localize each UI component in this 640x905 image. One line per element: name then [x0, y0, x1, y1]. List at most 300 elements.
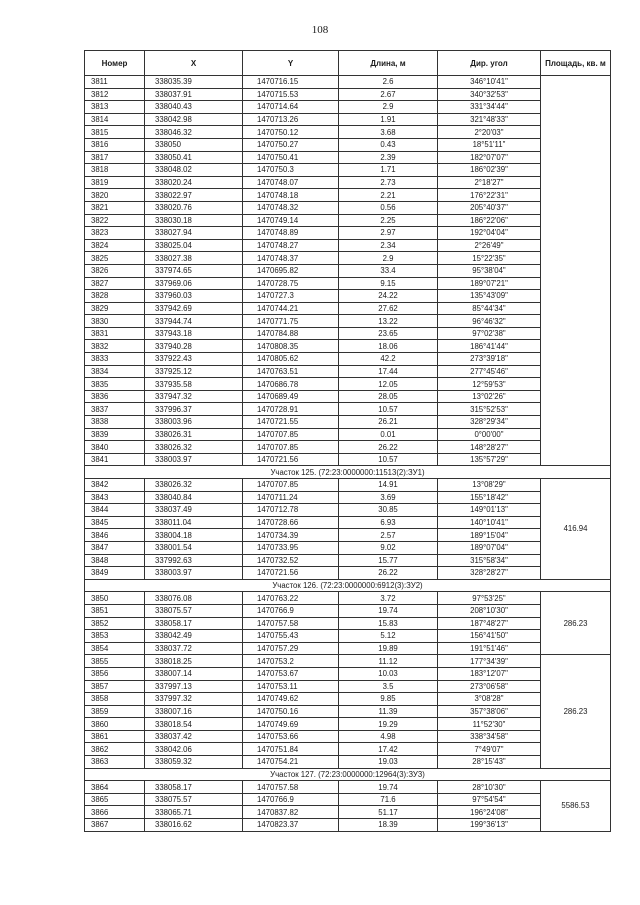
- y-coordinate: 1470755.43: [243, 630, 339, 643]
- y-coordinate: 1470757.58: [243, 617, 339, 630]
- point-number: 3843: [85, 491, 145, 504]
- y-coordinate: 1470808.35: [243, 340, 339, 353]
- length-value: 71.6: [339, 793, 438, 806]
- y-coordinate: 1470750.16: [243, 705, 339, 718]
- x-coordinate: 338035.39: [145, 76, 243, 89]
- area-empty-cell: [541, 76, 611, 89]
- angle-value: 189°15'04": [438, 529, 541, 542]
- header-y: Y: [243, 51, 339, 76]
- x-coordinate: 338027.38: [145, 252, 243, 265]
- length-value: 15.77: [339, 554, 438, 567]
- table-row: [85, 453, 611, 466]
- area-empty-cell: [541, 138, 611, 151]
- x-coordinate: 337960.03: [145, 290, 243, 303]
- point-number: 3854: [85, 642, 145, 655]
- table-row: [85, 113, 611, 126]
- point-number: 3850: [85, 592, 145, 605]
- header-x: X: [145, 51, 243, 76]
- x-coordinate: 338037.72: [145, 642, 243, 655]
- length-value: 2.97: [339, 227, 438, 240]
- table-row: [85, 479, 611, 492]
- point-number: 3835: [85, 378, 145, 391]
- point-number: 3866: [85, 806, 145, 819]
- length-value: 3.5: [339, 680, 438, 693]
- angle-value: 135°43'09": [438, 290, 541, 303]
- table-row: [85, 101, 611, 114]
- area-empty-cell: [541, 315, 611, 328]
- table-row: [85, 491, 611, 504]
- length-value: 10.57: [339, 453, 438, 466]
- angle-value: 331°34'44": [438, 101, 541, 114]
- x-coordinate: 337922.43: [145, 353, 243, 366]
- x-coordinate: 337996.37: [145, 403, 243, 416]
- x-coordinate: 338075.57: [145, 604, 243, 617]
- y-coordinate: 1470695.82: [243, 264, 339, 277]
- y-coordinate: 1470753.66: [243, 730, 339, 743]
- angle-value: 97°02'38": [438, 327, 541, 340]
- x-coordinate: 337942.69: [145, 302, 243, 315]
- angle-value: 186°41'44": [438, 340, 541, 353]
- y-coordinate: 1470716.15: [243, 76, 339, 89]
- table-row: [85, 604, 611, 617]
- length-value: 2.6: [339, 76, 438, 89]
- y-coordinate: 1470689.49: [243, 390, 339, 403]
- length-value: 4.98: [339, 730, 438, 743]
- angle-value: 277°45'46": [438, 365, 541, 378]
- point-number: 3861: [85, 730, 145, 743]
- x-coordinate: 338030.18: [145, 214, 243, 227]
- length-value: 14.91: [339, 479, 438, 492]
- area-empty-cell: [541, 264, 611, 277]
- section-title: Участок 126. (72:23:0000000:6912(3):ЗУ2): [85, 579, 611, 592]
- table-row: [85, 541, 611, 554]
- area-empty-cell: [541, 214, 611, 227]
- section-header-row: [85, 466, 611, 479]
- x-coordinate: 338007.16: [145, 705, 243, 718]
- x-coordinate: 338076.08: [145, 592, 243, 605]
- area-empty-cell: [541, 126, 611, 139]
- section-title: Участок 127. (72:23:0000000:12964(3):ЗУ3): [85, 768, 611, 781]
- point-number: 3819: [85, 176, 145, 189]
- table-row: [85, 592, 611, 605]
- area-empty-cell: [541, 340, 611, 353]
- table-row: [85, 756, 611, 769]
- area-empty-cell: [541, 189, 611, 202]
- angle-value: 97°53'25": [438, 592, 541, 605]
- y-coordinate: 1470748.37: [243, 252, 339, 265]
- table-row: [85, 630, 611, 643]
- length-value: 2.57: [339, 529, 438, 542]
- y-coordinate: 1470721.56: [243, 567, 339, 580]
- area-value: 286.23: [541, 592, 611, 655]
- table-row: [85, 76, 611, 89]
- table-row: [85, 277, 611, 290]
- point-number: 3832: [85, 340, 145, 353]
- table-row: [85, 680, 611, 693]
- table-row: [85, 416, 611, 429]
- y-coordinate: 1470721.55: [243, 416, 339, 429]
- length-value: 2.67: [339, 88, 438, 101]
- table-row: [85, 390, 611, 403]
- x-coordinate: 338004.18: [145, 529, 243, 542]
- length-value: 19.03: [339, 756, 438, 769]
- x-coordinate: 338026.31: [145, 428, 243, 441]
- table-row: [85, 378, 611, 391]
- length-value: 30.85: [339, 504, 438, 517]
- point-number: 3814: [85, 113, 145, 126]
- point-number: 3855: [85, 655, 145, 668]
- point-number: 3847: [85, 541, 145, 554]
- point-number: 3840: [85, 441, 145, 454]
- y-coordinate: 1470711.24: [243, 491, 339, 504]
- length-value: 1.91: [339, 113, 438, 126]
- y-coordinate: 1470728.91: [243, 403, 339, 416]
- x-coordinate: 338059.32: [145, 756, 243, 769]
- area-empty-cell: [541, 302, 611, 315]
- point-number: 3811: [85, 76, 145, 89]
- length-value: 26.21: [339, 416, 438, 429]
- angle-value: 2°18'27": [438, 176, 541, 189]
- point-number: 3836: [85, 390, 145, 403]
- length-value: 9.02: [339, 541, 438, 554]
- x-coordinate: 338003.97: [145, 453, 243, 466]
- y-coordinate: 1470748.27: [243, 239, 339, 252]
- x-coordinate: 338040.43: [145, 101, 243, 114]
- table-row: [85, 365, 611, 378]
- area-empty-cell: [541, 176, 611, 189]
- angle-value: 2°20'03": [438, 126, 541, 139]
- table-row: [85, 504, 611, 517]
- point-number: 3812: [85, 88, 145, 101]
- table-row: [85, 642, 611, 655]
- x-coordinate: 337997.32: [145, 693, 243, 706]
- x-coordinate: 338018.54: [145, 718, 243, 731]
- length-value: 19.74: [339, 604, 438, 617]
- length-value: 18.39: [339, 819, 438, 832]
- length-value: 10.57: [339, 403, 438, 416]
- length-value: 11.39: [339, 705, 438, 718]
- length-value: 2.39: [339, 151, 438, 164]
- y-coordinate: 1470823.37: [243, 819, 339, 832]
- table-body: [85, 76, 611, 832]
- point-number: 3831: [85, 327, 145, 340]
- angle-value: 177°34'39": [438, 655, 541, 668]
- table-row: [85, 743, 611, 756]
- length-value: 26.22: [339, 441, 438, 454]
- y-coordinate: 1470748.07: [243, 176, 339, 189]
- area-empty-cell: [541, 390, 611, 403]
- y-coordinate: 1470766.9: [243, 604, 339, 617]
- point-number: 3834: [85, 365, 145, 378]
- point-number: 3863: [85, 756, 145, 769]
- y-coordinate: 1470837.82: [243, 806, 339, 819]
- angle-value: 155°18'42": [438, 491, 541, 504]
- point-number: 3838: [85, 416, 145, 429]
- y-coordinate: 1470728.75: [243, 277, 339, 290]
- coordinates-table: [84, 50, 611, 832]
- y-coordinate: 1470749.14: [243, 214, 339, 227]
- angle-value: 12°59'53": [438, 378, 541, 391]
- length-value: 51.17: [339, 806, 438, 819]
- point-number: 3816: [85, 138, 145, 151]
- table-row: [85, 529, 611, 542]
- angle-value: 2°26'49": [438, 239, 541, 252]
- x-coordinate: 338026.32: [145, 441, 243, 454]
- angle-value: 340°32'53": [438, 88, 541, 101]
- angle-value: 13°02'26": [438, 390, 541, 403]
- length-value: 17.42: [339, 743, 438, 756]
- area-empty-cell: [541, 88, 611, 101]
- x-coordinate: 338022.97: [145, 189, 243, 202]
- point-number: 3822: [85, 214, 145, 227]
- point-number: 3839: [85, 428, 145, 441]
- x-coordinate: 338050: [145, 138, 243, 151]
- point-number: 3860: [85, 718, 145, 731]
- point-number: 3842: [85, 479, 145, 492]
- point-number: 3820: [85, 189, 145, 202]
- point-number: 3852: [85, 617, 145, 630]
- y-coordinate: 1470721.56: [243, 453, 339, 466]
- y-coordinate: 1470753.67: [243, 667, 339, 680]
- x-coordinate: 338037.49: [145, 504, 243, 517]
- x-coordinate: 338042.49: [145, 630, 243, 643]
- point-number: 3826: [85, 264, 145, 277]
- x-coordinate: 338048.02: [145, 164, 243, 177]
- point-number: 3857: [85, 680, 145, 693]
- area-value: 5586.53: [541, 781, 611, 831]
- table-row: [85, 428, 611, 441]
- table-row: [85, 264, 611, 277]
- length-value: 2.73: [339, 176, 438, 189]
- point-number: 3818: [85, 164, 145, 177]
- angle-value: 273°06'58": [438, 680, 541, 693]
- y-coordinate: 1470753.11: [243, 680, 339, 693]
- point-number: 3815: [85, 126, 145, 139]
- y-coordinate: 1470763.22: [243, 592, 339, 605]
- x-coordinate: 337974.65: [145, 264, 243, 277]
- angle-value: 273°39'18": [438, 353, 541, 366]
- angle-value: 208°10'30": [438, 604, 541, 617]
- length-value: 0.56: [339, 201, 438, 214]
- table-row: [85, 138, 611, 151]
- point-number: 3845: [85, 516, 145, 529]
- x-coordinate: 338050.41: [145, 151, 243, 164]
- table-row: [85, 793, 611, 806]
- angle-value: 148°28'27": [438, 441, 541, 454]
- point-number: 3844: [85, 504, 145, 517]
- x-coordinate: 337969.06: [145, 277, 243, 290]
- x-coordinate: 338016.62: [145, 819, 243, 832]
- header-length: Длина, м: [339, 51, 438, 76]
- angle-value: 199°36'13": [438, 819, 541, 832]
- length-value: 2.9: [339, 101, 438, 114]
- y-coordinate: 1470733.95: [243, 541, 339, 554]
- length-value: 42.2: [339, 353, 438, 366]
- point-number: 3817: [85, 151, 145, 164]
- x-coordinate: 338020.76: [145, 201, 243, 214]
- angle-value: 0°00'00": [438, 428, 541, 441]
- table-row: [85, 164, 611, 177]
- table-row: [85, 567, 611, 580]
- x-coordinate: 338001.54: [145, 541, 243, 554]
- point-number: 3829: [85, 302, 145, 315]
- angle-value: 183°12'07": [438, 667, 541, 680]
- x-coordinate: 338037.91: [145, 88, 243, 101]
- area-value: 286.23: [541, 655, 611, 768]
- table-row: [85, 693, 611, 706]
- area-value: 416.94: [541, 479, 611, 580]
- point-number: 3867: [85, 819, 145, 832]
- page-number: 108: [311, 24, 329, 36]
- table-row: [85, 667, 611, 680]
- angle-value: 149°01'13": [438, 504, 541, 517]
- table-row: [85, 239, 611, 252]
- length-value: 13.22: [339, 315, 438, 328]
- x-coordinate: 338026.32: [145, 479, 243, 492]
- angle-value: 96°46'32": [438, 315, 541, 328]
- point-number: 3833: [85, 353, 145, 366]
- area-empty-cell: [541, 227, 611, 240]
- length-value: 17.44: [339, 365, 438, 378]
- angle-value: 357°38'06": [438, 705, 541, 718]
- y-coordinate: 1470749.69: [243, 718, 339, 731]
- y-coordinate: 1470751.84: [243, 743, 339, 756]
- table-row: [85, 781, 611, 794]
- length-value: 2.21: [339, 189, 438, 202]
- table-row: [85, 340, 611, 353]
- x-coordinate: 337925.12: [145, 365, 243, 378]
- length-value: 0.43: [339, 138, 438, 151]
- point-number: 3848: [85, 554, 145, 567]
- x-coordinate: 338075.57: [145, 793, 243, 806]
- table-row: [85, 201, 611, 214]
- angle-value: 328°28'27": [438, 567, 541, 580]
- y-coordinate: 1470727.3: [243, 290, 339, 303]
- angle-value: 85°44'34": [438, 302, 541, 315]
- area-empty-cell: [541, 277, 611, 290]
- angle-value: 28°10'30": [438, 781, 541, 794]
- y-coordinate: 1470748.32: [243, 201, 339, 214]
- length-value: 28.05: [339, 390, 438, 403]
- y-coordinate: 1470750.12: [243, 126, 339, 139]
- y-coordinate: 1470713.26: [243, 113, 339, 126]
- angle-value: 140°10'41": [438, 516, 541, 529]
- length-value: 10.03: [339, 667, 438, 680]
- angle-value: 315°58'34": [438, 554, 541, 567]
- angle-value: 196°24'08": [438, 806, 541, 819]
- angle-value: 205°40'37": [438, 201, 541, 214]
- x-coordinate: 338025.04: [145, 239, 243, 252]
- x-coordinate: 337944.74: [145, 315, 243, 328]
- length-value: 9.85: [339, 693, 438, 706]
- length-value: 11.12: [339, 655, 438, 668]
- point-number: 3821: [85, 201, 145, 214]
- section-header-row: [85, 768, 611, 781]
- point-number: 3828: [85, 290, 145, 303]
- y-coordinate: 1470784.88: [243, 327, 339, 340]
- angle-value: 176°22'31": [438, 189, 541, 202]
- area-empty-cell: [541, 164, 611, 177]
- table-row: [85, 88, 611, 101]
- angle-value: 28°15'43": [438, 756, 541, 769]
- header-area: Площадь, кв. м: [541, 51, 611, 76]
- angle-value: 189°07'04": [438, 541, 541, 554]
- y-coordinate: 1470753.2: [243, 655, 339, 668]
- length-value: 19.29: [339, 718, 438, 731]
- area-empty-cell: [541, 441, 611, 454]
- x-coordinate: 338003.97: [145, 567, 243, 580]
- y-coordinate: 1470750.41: [243, 151, 339, 164]
- table-row: [85, 290, 611, 303]
- y-coordinate: 1470766.9: [243, 793, 339, 806]
- length-value: 9.15: [339, 277, 438, 290]
- point-number: 3862: [85, 743, 145, 756]
- y-coordinate: 1470714.64: [243, 101, 339, 114]
- table-row: [85, 554, 611, 567]
- length-value: 5.12: [339, 630, 438, 643]
- x-coordinate: 338011.04: [145, 516, 243, 529]
- angle-value: 192°04'04": [438, 227, 541, 240]
- length-value: 2.9: [339, 252, 438, 265]
- angle-value: 18°51'11": [438, 138, 541, 151]
- angle-value: 346°10'41": [438, 76, 541, 89]
- y-coordinate: 1470728.66: [243, 516, 339, 529]
- point-number: 3865: [85, 793, 145, 806]
- area-empty-cell: [541, 290, 611, 303]
- angle-value: 321°48'33": [438, 113, 541, 126]
- y-coordinate: 1470771.75: [243, 315, 339, 328]
- table-row: [85, 516, 611, 529]
- angle-value: 97°54'54": [438, 793, 541, 806]
- y-coordinate: 1470707.85: [243, 441, 339, 454]
- x-coordinate: 338007.14: [145, 667, 243, 680]
- length-value: 33.4: [339, 264, 438, 277]
- angle-value: 328°29'34": [438, 416, 541, 429]
- angle-value: 13°08'29": [438, 479, 541, 492]
- x-coordinate: 338058.17: [145, 781, 243, 794]
- point-number: 3827: [85, 277, 145, 290]
- point-number: 3825: [85, 252, 145, 265]
- point-number: 3830: [85, 315, 145, 328]
- angle-value: 315°52'53": [438, 403, 541, 416]
- table-row: [85, 327, 611, 340]
- table-row: [85, 252, 611, 265]
- y-coordinate: 1470707.85: [243, 479, 339, 492]
- table-row: [85, 730, 611, 743]
- header-angle: Дир. угол: [438, 51, 541, 76]
- length-value: 15.83: [339, 617, 438, 630]
- length-value: 18.06: [339, 340, 438, 353]
- area-empty-cell: [541, 416, 611, 429]
- length-value: 2.34: [339, 239, 438, 252]
- y-coordinate: 1470712.78: [243, 504, 339, 517]
- point-number: 3849: [85, 567, 145, 580]
- x-coordinate: 337997.13: [145, 680, 243, 693]
- point-number: 3858: [85, 693, 145, 706]
- length-value: 3.68: [339, 126, 438, 139]
- y-coordinate: 1470715.53: [243, 88, 339, 101]
- y-coordinate: 1470748.18: [243, 189, 339, 202]
- x-coordinate: 338040.84: [145, 491, 243, 504]
- length-value: 3.69: [339, 491, 438, 504]
- length-value: 26.22: [339, 567, 438, 580]
- x-coordinate: 338003.96: [145, 416, 243, 429]
- y-coordinate: 1470763.51: [243, 365, 339, 378]
- angle-value: 186°22'06": [438, 214, 541, 227]
- length-value: 1.71: [339, 164, 438, 177]
- x-coordinate: 338020.24: [145, 176, 243, 189]
- table-row: [85, 214, 611, 227]
